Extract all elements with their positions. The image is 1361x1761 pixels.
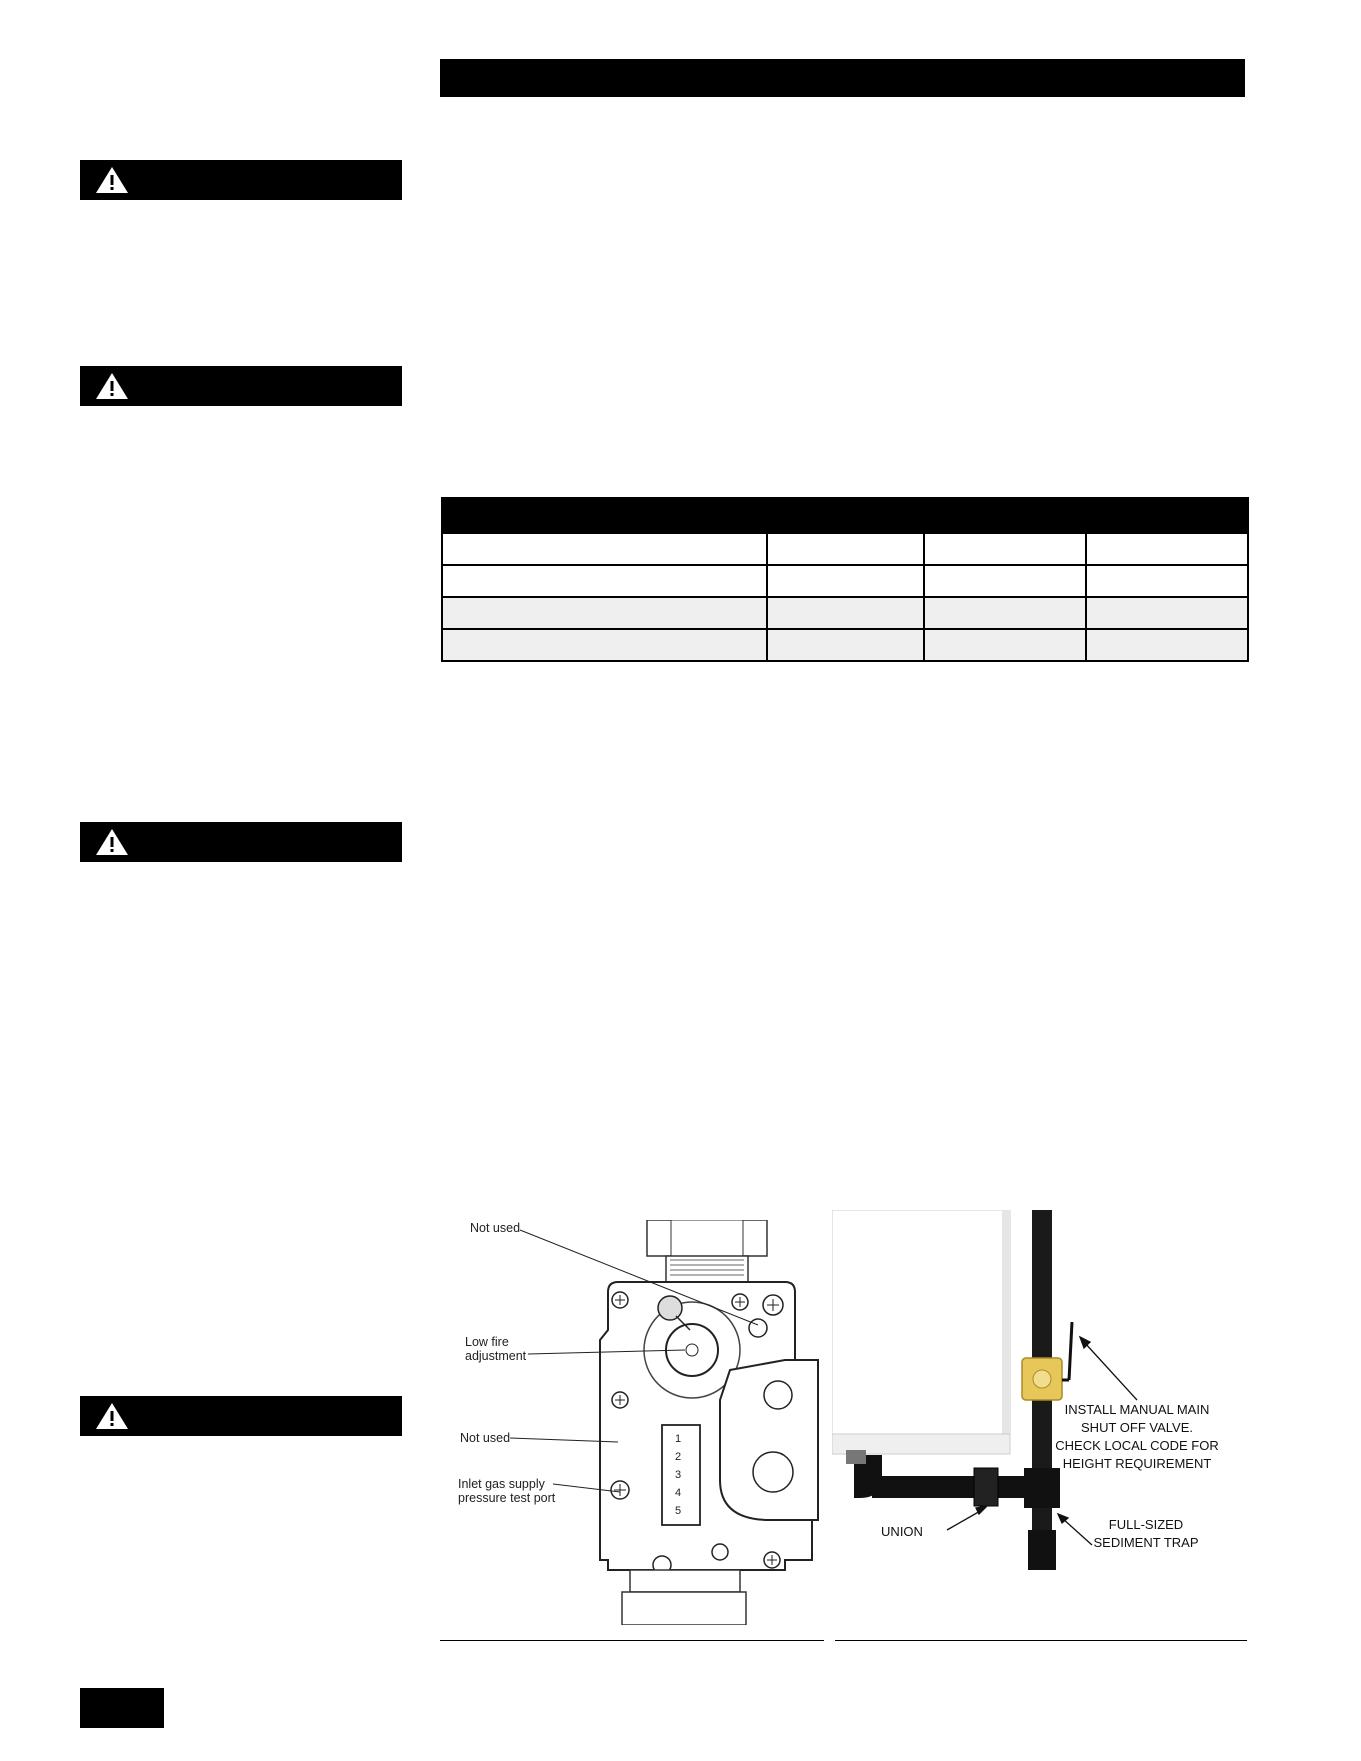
warning-icon <box>94 371 130 401</box>
label-not-used-top: Not used <box>470 1221 521 1235</box>
svg-text:4: 4 <box>675 1487 682 1499</box>
warning-banner-4 <box>80 1396 402 1436</box>
warning-icon <box>94 165 130 195</box>
svg-text:5: 5 <box>675 1505 682 1517</box>
table-row <box>442 565 1248 597</box>
label-union: UNION <box>881 1524 923 1539</box>
svg-text:3: 3 <box>675 1469 682 1481</box>
figure-caption-rule-left <box>440 1640 824 1641</box>
label-trap-2: SEDIMENT TRAP <box>1093 1535 1199 1550</box>
svg-text:2: 2 <box>675 1451 682 1463</box>
table-row <box>442 629 1248 661</box>
table-header-row <box>442 498 1248 533</box>
label-trap-1: FULL-SIZED <box>1108 1517 1184 1532</box>
table-row <box>442 597 1248 629</box>
label-low-fire-2: adjustment <box>465 1349 527 1363</box>
warning-banner-3 <box>80 822 402 862</box>
table-row <box>442 533 1248 565</box>
figure-caption-rule-right <box>835 1640 1247 1641</box>
warning-banner-2 <box>80 366 402 406</box>
warning-icon <box>94 1401 130 1431</box>
label-inlet-1: Inlet gas supply <box>458 1477 545 1491</box>
page-number-tab <box>80 1688 164 1728</box>
label-shutoff-1: INSTALL MANUAL MAIN <box>1064 1402 1210 1417</box>
warning-icon <box>94 827 130 857</box>
label-shutoff-4: HEIGHT REQUIREMENT <box>1062 1456 1212 1471</box>
warning-banner-1 <box>80 160 402 200</box>
section-header-bar <box>440 59 1245 97</box>
label-low-fire-1: Low fire <box>465 1335 509 1349</box>
gas-valve-figure <box>440 1220 825 1625</box>
label-shutoff-2: SHUT OFF VALVE. <box>1081 1420 1193 1435</box>
svg-text:1: 1 <box>675 1433 682 1445</box>
label-not-used-mid: Not used <box>460 1431 511 1445</box>
gas-piping-figure <box>832 1210 1232 1625</box>
label-inlet-2: pressure test port <box>458 1491 556 1505</box>
label-shutoff-3: CHECK LOCAL CODE FOR <box>1055 1438 1219 1453</box>
gas-pressure-table <box>441 497 1249 662</box>
